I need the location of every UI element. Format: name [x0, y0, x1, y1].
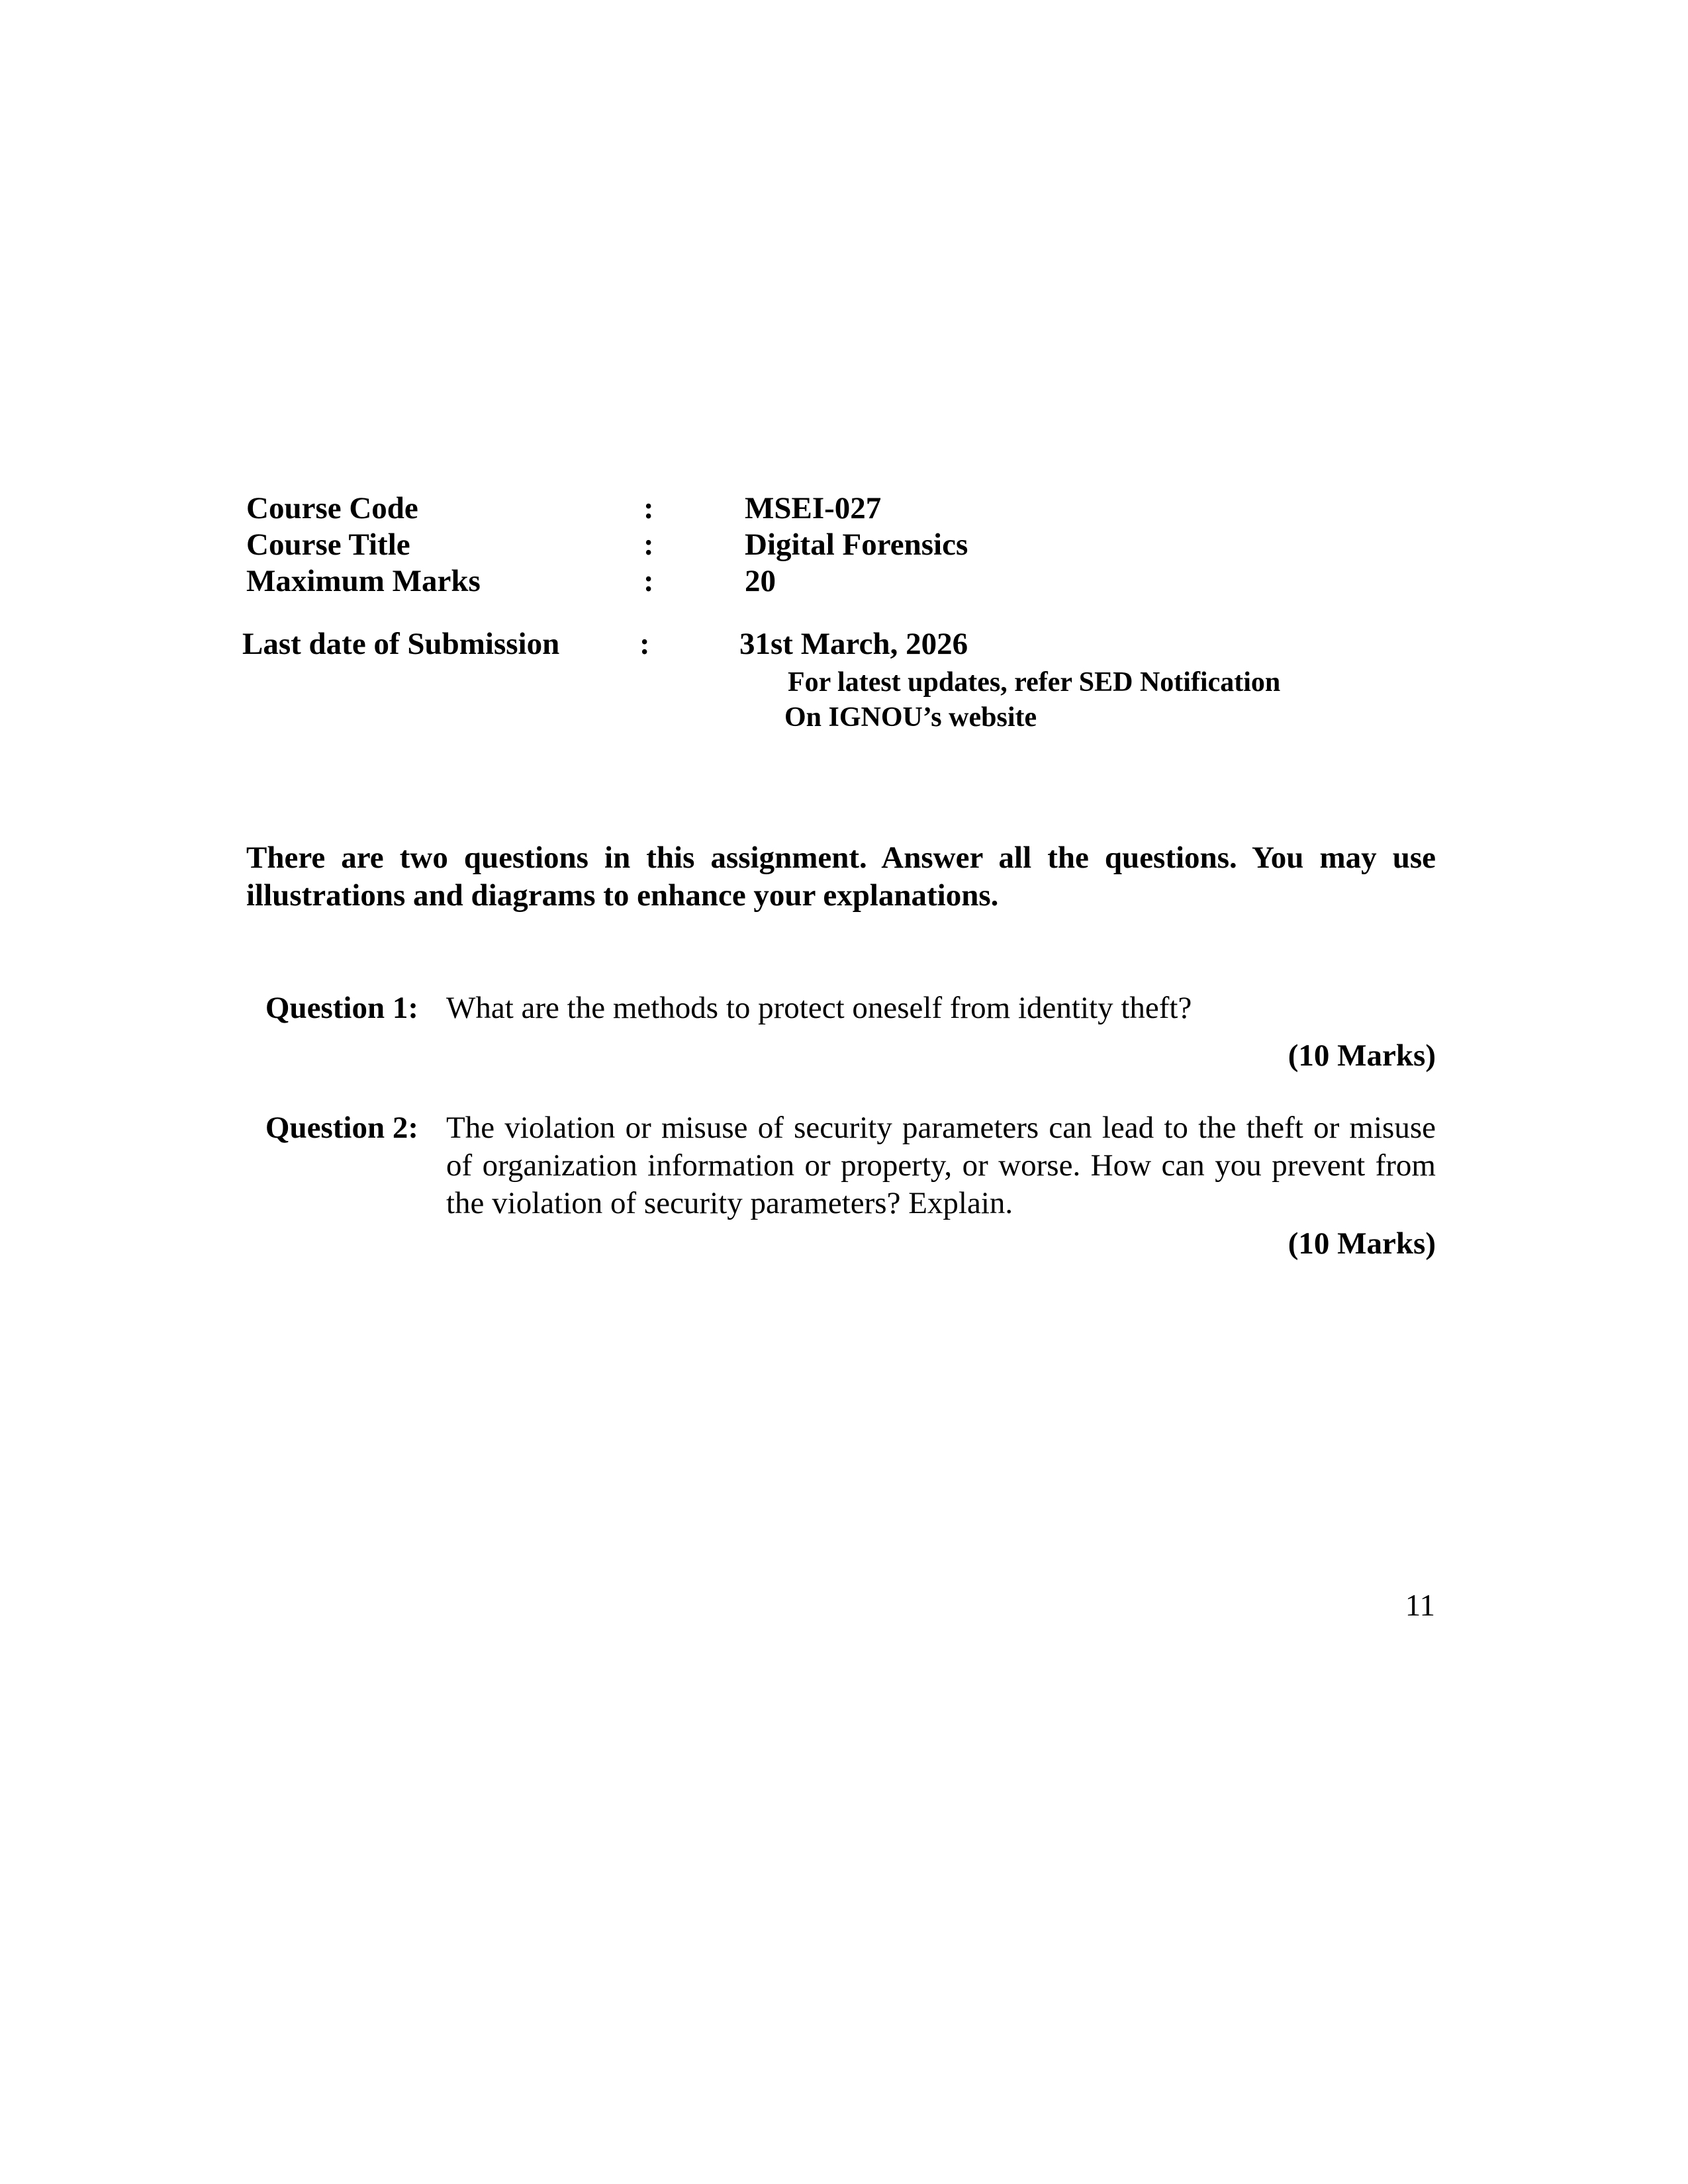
question-text: What are the methods to protect oneself from identity theft? [446, 991, 1192, 1025]
course-code-label: Course Code [246, 491, 418, 525]
submission-note-line-1: For latest updates, refer SED Notification [788, 667, 1281, 698]
course-code-colon: : [643, 491, 654, 525]
question-marks: (10 Marks) [1288, 1038, 1436, 1073]
maximum-marks-colon: : [643, 564, 654, 598]
question-text: The violation or misuse of security parameters can lead to the theft or misuse of organization information or property, or worse. How can you prevent from the violation of security parameters? Explain. [446, 1111, 1436, 1220]
question-item [246, 1109, 1436, 1281]
last-date-value: 31st March, 2026 [739, 627, 968, 661]
last-date-label: Last date of Submission [242, 627, 560, 661]
question-label: Question 1: [265, 991, 418, 1025]
course-code-value: MSEI-027 [745, 491, 882, 525]
page-number: 11 [1405, 1588, 1435, 1623]
question-marks: (10 Marks) [1288, 1226, 1436, 1261]
question-label: Question 2: [265, 1111, 418, 1145]
maximum-marks-value: 20 [745, 564, 776, 598]
assignment-instructions: There are two questions in this assignment. Answer all the questions. You may use illustrations and diagrams to enhance your explanations. [246, 841, 1436, 913]
course-title-label: Course Title [246, 527, 410, 562]
course-title-value: Digital Forensics [745, 527, 968, 562]
last-date-colon: : [639, 627, 650, 661]
question-item [246, 989, 1436, 1082]
maximum-marks-label: Maximum Marks [246, 564, 481, 598]
submission-note-line-2: On IGNOU’s website [784, 702, 1037, 733]
course-title-colon: : [643, 527, 654, 562]
